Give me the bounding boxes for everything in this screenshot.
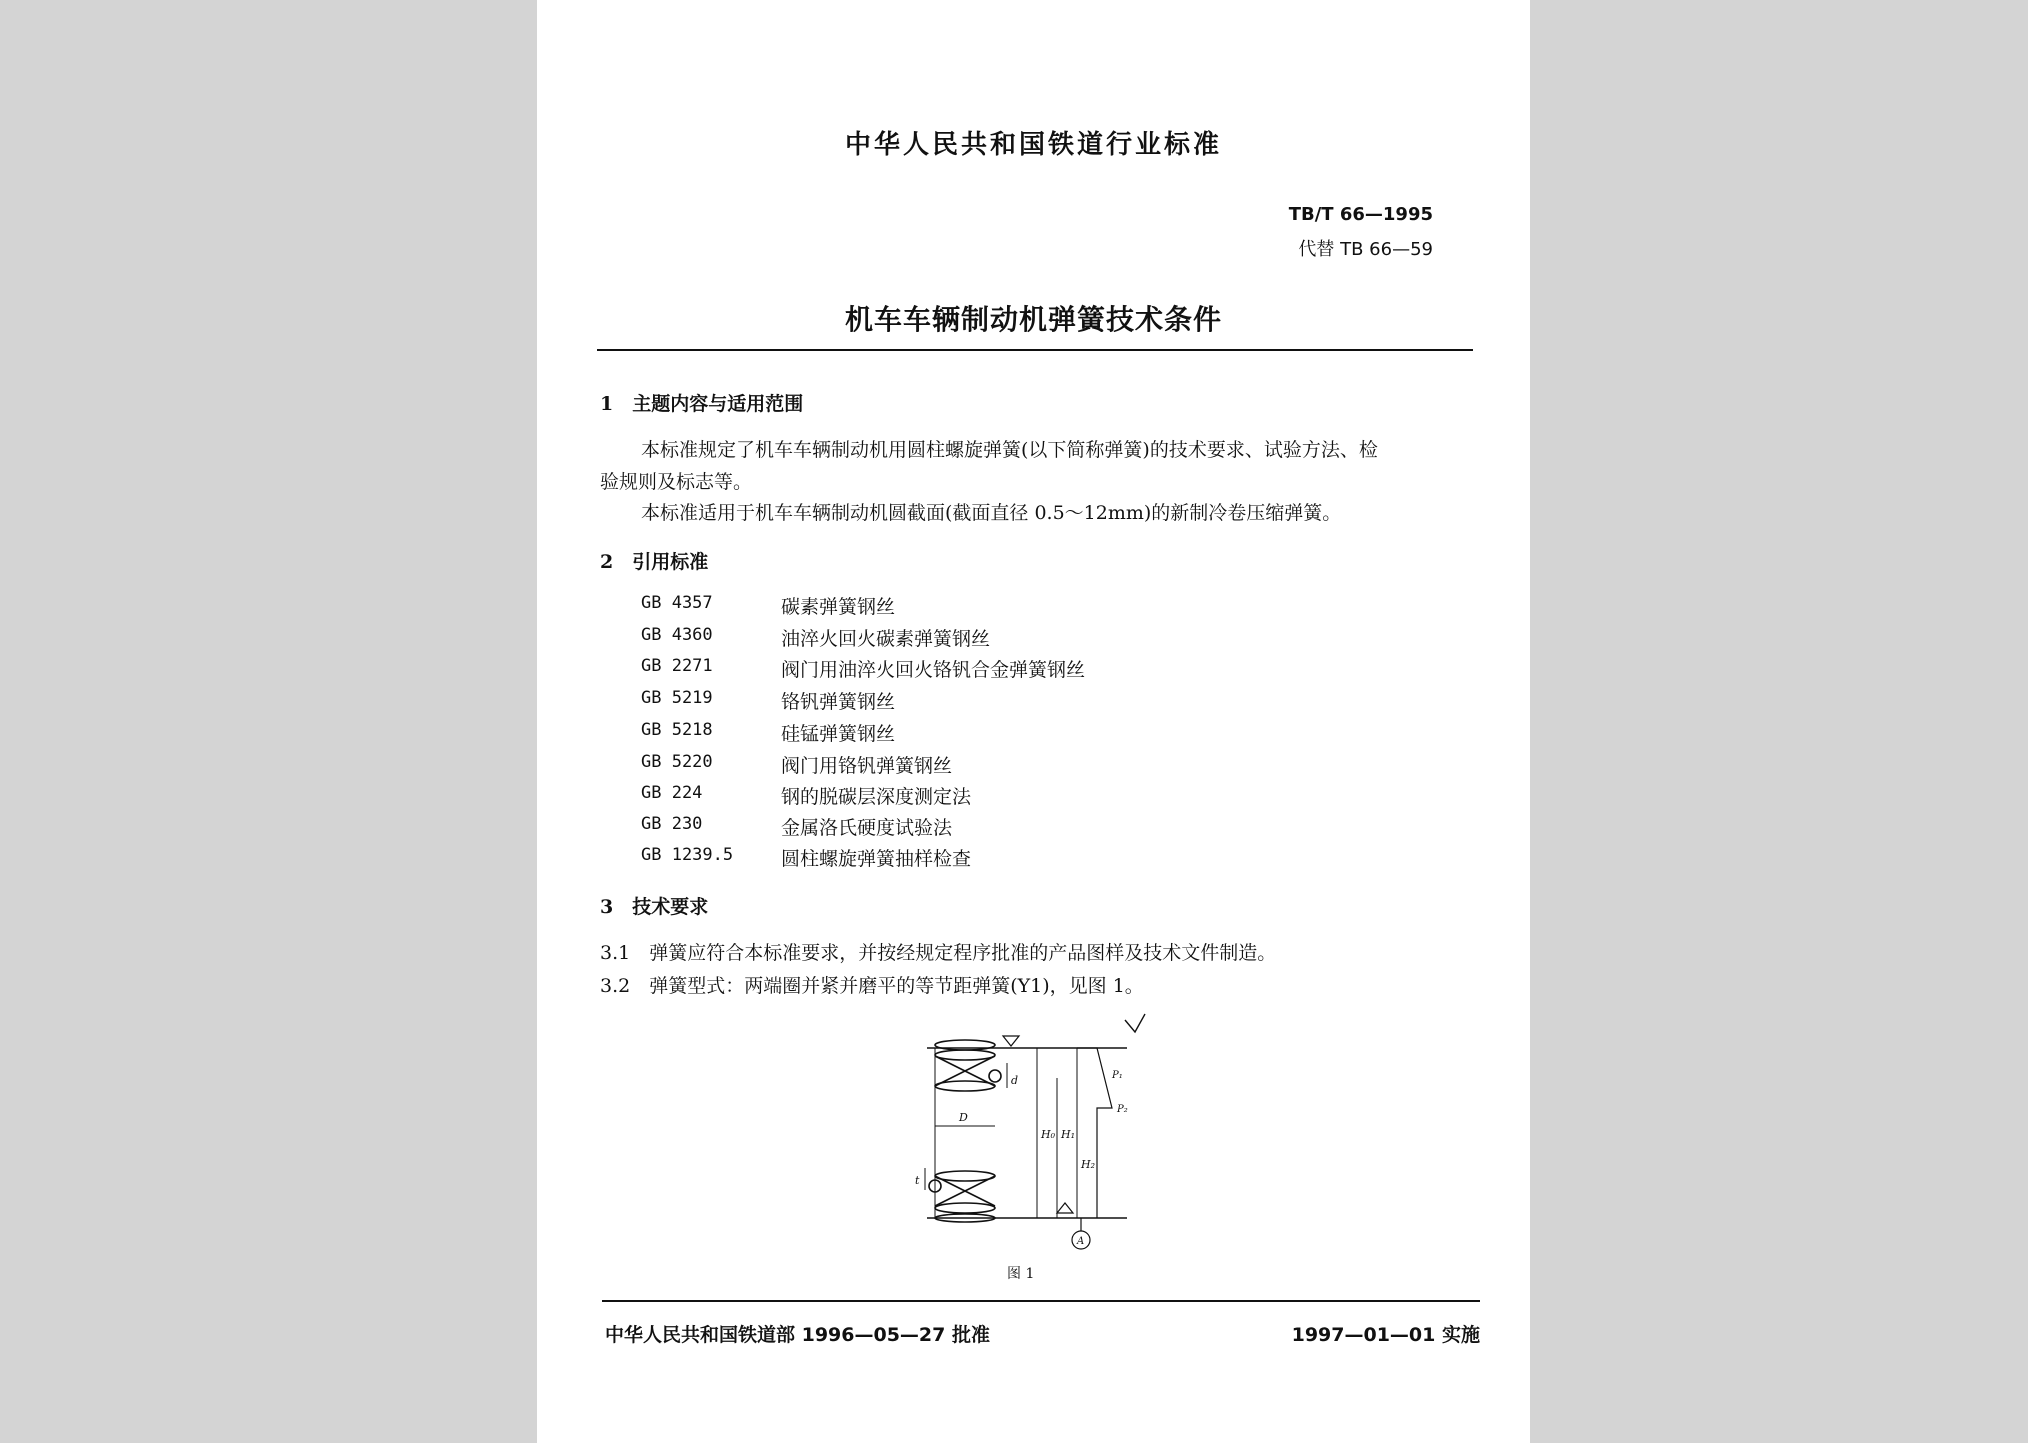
reference-title: 圆柱螺旋弹簧抽样检查 [781, 848, 972, 870]
org-title: 中华人民共和国铁道行业标准 [844, 130, 1222, 160]
approval-line: 中华人民共和国铁道部 1996—05—27 批准 [605, 1324, 990, 1346]
effective-date: 1997—01—01 实施 [1291, 1324, 1480, 1346]
document-page [537, 0, 1530, 1443]
reference-code: GB 4360 [641, 625, 713, 645]
reference-title: 钢的脱碳层深度测定法 [781, 786, 972, 808]
reference-code: GB 5219 [641, 688, 713, 708]
label-H0: H₀ [1041, 1128, 1056, 1141]
title-divider [597, 349, 1473, 351]
section-3-item-1: 3.1 弹簧应符合本标准要求，并按经规定程序批准的产品图样及技术文件制造。 [600, 942, 1277, 964]
reference-title: 油淬火回火碳素弹簧钢丝 [781, 628, 991, 650]
reference-title: 碳素弹簧钢丝 [781, 596, 896, 618]
footer-divider [602, 1300, 1480, 1302]
replaces-standard: 代替 TB 66—59 [1298, 239, 1433, 260]
label-H2: H₂ [1081, 1158, 1096, 1171]
label-d: d [1011, 1074, 1019, 1087]
section-1-heading: 1 主题内容与适用范围 [600, 393, 804, 415]
spring-drawing [907, 1008, 1147, 1258]
reference-code: GB 5220 [641, 752, 713, 772]
reference-code: GB 2271 [641, 656, 713, 676]
reference-title: 铬钒弹簧钢丝 [781, 691, 896, 713]
reference-code: GB 230 [641, 814, 703, 834]
section-1-para2: 本标准适用于机车车辆制动机圆截面(截面直径 0.5～12mm)的新制冷卷压缩弹簧。 [641, 502, 1342, 524]
section-1-para1-line1: 本标准规定了机车车辆制动机用圆柱螺旋弹簧(以下简称弹簧)的技术要求、试验方法、检 [641, 439, 1378, 461]
document-title: 机车车辆制动机弹簧技术条件 [844, 303, 1222, 336]
reference-code: GB 4357 [641, 593, 713, 613]
reference-title: 硅锰弹簧钢丝 [781, 723, 896, 745]
label-P1: P₁ [1112, 1070, 1123, 1081]
section-2-heading: 2 引用标准 [600, 551, 709, 573]
reference-title: 金属洛氏硬度试验法 [781, 817, 953, 839]
standard-number: TB/T 66—1995 [1288, 204, 1433, 225]
reference-code: GB 1239.5 [641, 845, 734, 865]
reference-title: 阀门用油淬火回火铬钒合金弹簧钢丝 [781, 659, 1086, 681]
label-t: t [915, 1174, 920, 1187]
label-H1: H₁ [1061, 1128, 1076, 1141]
section-1-para1-line2: 验规则及标志等。 [600, 471, 753, 493]
reference-code: GB 5218 [641, 720, 713, 740]
label-D: D [959, 1111, 968, 1124]
label-P2: P₂ [1117, 1104, 1128, 1115]
section-3-heading: 3 技术要求 [600, 896, 709, 918]
spring-coils [929, 1040, 1001, 1222]
section-3-item-2: 3.2 弹簧型式：两端圈并紧并磨平的等节距弹簧(Y1)，见图 1。 [600, 975, 1144, 997]
label-A: A [1077, 1236, 1085, 1247]
figure-caption: 图 1 [1007, 1266, 1035, 1282]
reference-code: GB 224 [641, 783, 703, 803]
reference-title: 阀门用铬钒弹簧钢丝 [781, 755, 953, 777]
